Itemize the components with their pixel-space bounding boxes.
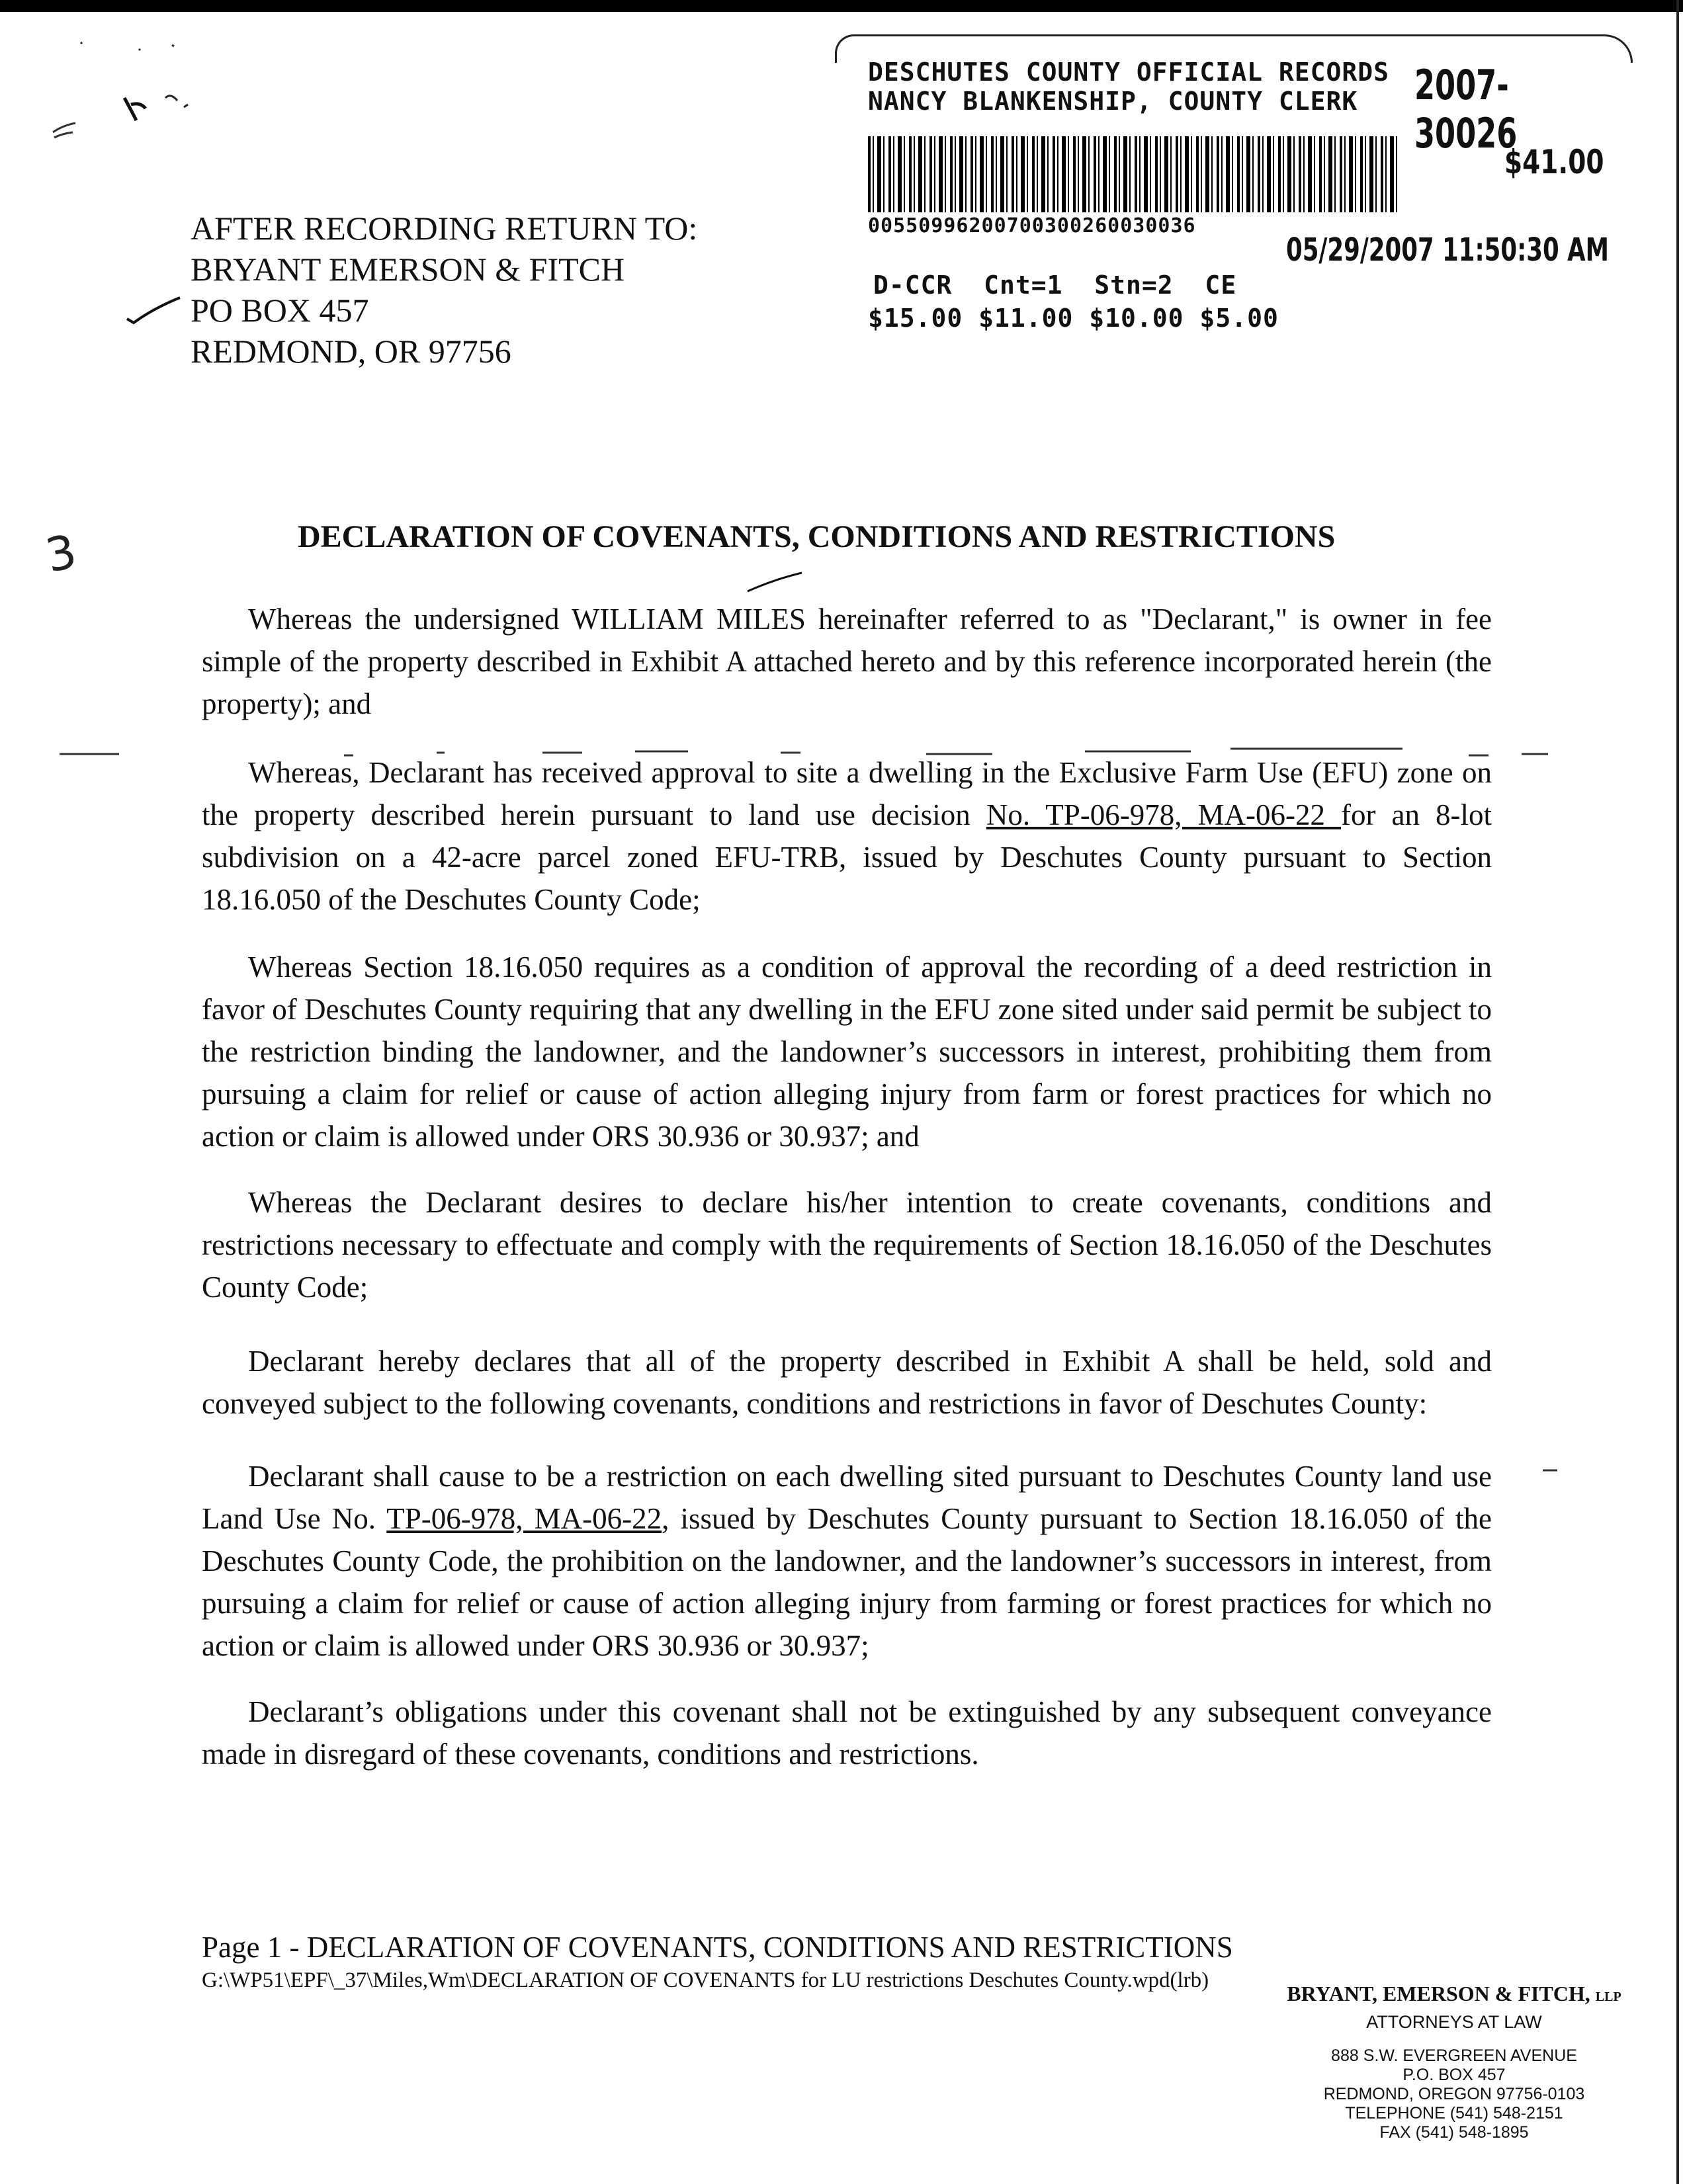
title-check-mark [745,571,804,595]
footer-page-title: Page 1 - DECLARATION OF COVENANTS, CONDITIONS AND RESTRICTIONS [202,1931,1233,1964]
total-fee: $41.00 [1504,143,1604,181]
paragraph-3-text: Whereas Section 18.16.050 requires as a condition of approval the recording of a deed restriction in favor of Deschutes County requiring that any dwelling in the EFU zone sited under said permit be subject to the restriction binding the landowner, and the landowner’s successors in interest, prohibiting them from pursuing a claim for relief or cause of action alleging injury from farm or forest practices for which no action or claim is allowed under ORS 30.936 or 30.937; and [202,950,1492,1153]
stamp-codes: D-CCR Cnt=1 Stn=2 CE [873,271,1237,300]
paragraph-5 [202,1340,1492,1425]
firm-fax: FAX (541) 548-1895 [1379,2123,1529,2142]
paragraph-7-text: Declarant’s obligations under this covenant shall not be extinguished by any subsequent conveyance made in disregard of these covenants, conditions and restrictions. [202,1695,1492,1771]
land-use-decision-ref: No. TP-06-978, MA-06-22 [986,798,1342,831]
paragraph-3 [202,946,1492,1157]
document-title: DECLARATION OF COVENANTS, CONDITIONS AND RESTRICTIONS [298,519,1336,554]
record-number: 2007-30026 [1414,61,1518,157]
paragraph-4-text: Whereas the Declarant desires to declare his/her intention to create covenants, conditions and restrictions necessary to effectuate and comply with the requirements of Section 18.16.050 of the Deschutes County Code; [202,1186,1492,1304]
paragraph-5-text: Declarant hereby declares that all of the property described in Exhibit A shall be held, sold and conveyed subject to the following covenants, conditions and restrictions in favor of Deschutes County: [202,1345,1492,1420]
paragraph-2 [202,751,1492,921]
barcode-number: 00550996200700300260030036 [868,214,1196,237]
stamp-office: DESCHUTES COUNTY OFFICIAL RECORDS [868,58,1389,87]
paragraph-6-text-b: , issued by Deschutes County pursuant to Section 18.16.050 of the Deschutes County Code, the prohibition on the landowner, and the landowner’s successors in interest, from pursuing a claim for relief or cause of action alleging injury from farming or forest practices for which no action or claim is allowed under ORS 30.936 or 30.937; [202,1502,1492,1662]
firm-box: P.O. BOX 457 [1402,2066,1506,2084]
scan-marks [40,33,212,165]
paragraph-1 [202,598,1492,725]
paragraph-6-text-a: Declarant shall cause to be a restriction on each dwelling sited pursuant to Deschutes County land use Land Use No. [202,1460,1492,1535]
return-to-name: BRYANT EMERSON & FITCH [191,251,625,288]
paragraph-6 [202,1455,1492,1667]
margin-mark [1541,1467,1561,1474]
firm-suffix: LLP [1595,1990,1621,2004]
firm-name: BRYANT, EMERSON & FITCH [1287,1982,1585,2005]
stamp-clerk: NANCY BLANKENSHIP, COUNTY CLERK [868,87,1358,116]
firm-letterhead [1275,1982,1633,2142]
paragraph-2-text-b: for an 8-lot subdivision on a 42-acre parcel zoned EFU-TRB, issued by Deschutes County pursuant to Section 18.16.050 of the Deschutes County Code; [202,798,1492,916]
firm-street: 888 S.W. EVERGREEN AVENUE [1331,2046,1577,2065]
firm-city: REDMOND, OREGON 97756-0103 [1323,2085,1585,2103]
recorded-datetime: 05/29/2007 11:50:30 AM [1286,231,1609,269]
return-to-city: REDMOND, OR 97756 [191,333,511,370]
land-use-number-ref: TP-06-978, MA-06-22 [386,1502,662,1535]
paragraph-7 [202,1691,1492,1775]
scan-top-border [0,0,1683,12]
scan-right-border [1676,0,1679,2184]
firm-name-line: BRYANT, EMERSON & FITCH, LLP [1287,1982,1621,2005]
paragraph-4 [202,1181,1492,1308]
footer-file-path: G:\WP51\EPF\_37\Miles,Wm\DECLARATION OF COVENANTS for LU restrictions Deschutes County.wpd(lrb) [202,1968,1209,1992]
paragraph-2-text-a: Whereas, Declarant has received approval to site a dwelling in the Exclusive Farm Use (EFU) zone on the property described herein pursuant to land use decision [202,756,1492,831]
stamp-fees: $15.00 $11.00 $10.00 $5.00 [868,304,1279,333]
return-to-box: PO BOX 457 [191,292,369,329]
firm-phone: TELEPHONE (541) 548-2151 [1345,2104,1563,2122]
return-to-label: AFTER RECORDING RETURN TO: [191,210,698,247]
handwritten-page-mark: 3 [40,524,81,583]
barcode [868,136,1397,212]
firm-tagline: ATTORNEYS AT LAW [1366,2012,1542,2032]
checkmark-icon [124,295,184,328]
paragraph-1-text: Whereas the undersigned WILLIAM MILES hereinafter referred to as "Declarant," is owner in fee simple of the property described in Exhibit A attached hereto and by this reference incorporated herein (the property); and [202,603,1492,720]
return-to-block [191,208,697,372]
